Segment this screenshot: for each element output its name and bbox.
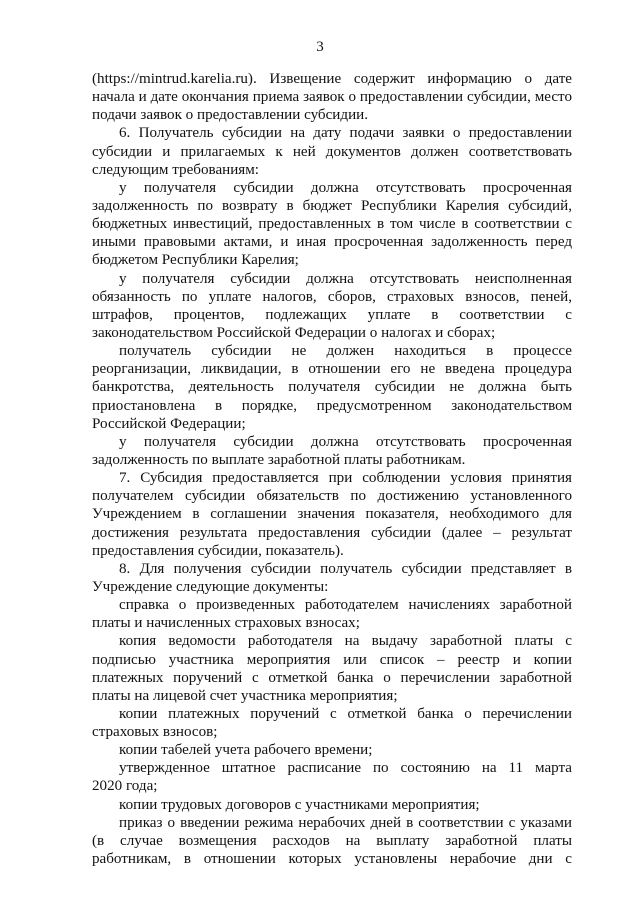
text-line: следующим требованиям: — [92, 161, 259, 178]
text-line: у получателя субсидии должна отсутствовать просроченная — [119, 433, 572, 450]
text-line: подачи заявок о предоставлении субсидии. — [92, 107, 368, 124]
text-line: платежных поручений с отметкой банка о перечислении заработной — [92, 669, 572, 686]
text-line: (в случае возмещения расходов на выплату заработной платы — [92, 832, 572, 849]
text-line: иными правовыми актами, и иная просроченная задолженность перед — [92, 234, 572, 251]
text-line: обязанность по уплате налогов, сборов, страховых взносов, пеней, — [92, 288, 572, 305]
text-line: 8. Для получения субсидии получатель субсидии представляет в — [119, 560, 572, 577]
text-line: Учреждением в соглашении значения показателя, необходимого для — [92, 506, 572, 523]
text-line: начала и дате окончания приема заявок о предоставлении субсидии, место — [92, 89, 572, 106]
text-line: Учреждение следующие документы: — [92, 578, 329, 595]
text-line: достижения результата предоставления субсидии (далее – результат — [92, 524, 572, 541]
text-line: штрафов, процентов, подлежащих уплате в соответствии с — [92, 306, 572, 323]
text-line: (https://mintrud.karelia.ru). Извещение содержит информацию о дате — [92, 71, 572, 87]
text-line: Российской Федерации; — [92, 415, 246, 432]
text-line: приказ о введении режима нерабочих дней в соответствии с указами — [119, 814, 572, 831]
text-line: у получателя субсидии должна отсутствовать неисполненная — [119, 270, 572, 287]
text-line: получатель субсидии не должен находиться в процессе — [119, 343, 572, 360]
text-line: бюджетом Республики Карелия; — [92, 252, 299, 269]
text-line: субсидии и прилагаемых к ней документов должен соответствовать — [92, 143, 572, 160]
text-line: платы на лицевой счет участника мероприятия; — [92, 687, 398, 704]
text-line: у получателя субсидии должна отсутствовать просроченная — [119, 179, 572, 196]
document-body — [92, 70, 572, 868]
text-line: предоставления субсидии, показатель). — [92, 542, 344, 559]
text-line: страховых взносов; — [92, 724, 218, 741]
text-line: копии трудовых договоров с участниками мероприятия; — [119, 796, 480, 813]
text-line: законодательством Российской Федерации о налогах и сборах; — [92, 324, 496, 341]
text-line: 7. Субсидия предоставляется при соблюдении условия принятия — [119, 470, 572, 487]
text-line: реорганизации, ликвидации, в отношении его не введена процедура — [92, 361, 572, 378]
text-line: справка о произведенных работодателем начислениях заработной — [119, 597, 572, 614]
text-line: платы и начисленных страховых взносах; — [92, 615, 360, 632]
text-line: задолженность по возврату в бюджет Республики Карелия субсидий, — [92, 197, 572, 214]
text-line: утвержденное штатное расписание по состоянию на 11 марта — [119, 760, 572, 777]
text-line: копии платежных поручений с отметкой банка о перечислении — [119, 705, 572, 722]
text-line: задолженность по выплате заработной платы работникам. — [92, 451, 466, 468]
text-line: получателем субсидии обязательств по достижению установленного — [92, 488, 572, 505]
text-line: бюджетных инвестиций, предоставленных в том числе в соответствии с — [92, 216, 572, 233]
text-line: приостановлена в порядке, предусмотренном законодательством — [92, 397, 572, 414]
text-line: банкротства, деятельность получателя субсидии не должна быть — [92, 379, 572, 396]
page-number: 3 — [316, 39, 324, 55]
text-line: работникам, в отношении которых установлены нерабочие дни с — [92, 851, 572, 868]
text-line: подписью участника мероприятия или список – реестр и копии — [92, 651, 572, 668]
text-line: копия ведомости работодателя на выдачу заработной платы с — [119, 633, 572, 650]
text-line: 6. Получатель субсидии на дату подачи заявки о предоставлении — [119, 125, 572, 142]
text-line: 2020 года; — [92, 778, 158, 795]
text-line: копии табелей учета рабочего времени; — [119, 742, 373, 759]
